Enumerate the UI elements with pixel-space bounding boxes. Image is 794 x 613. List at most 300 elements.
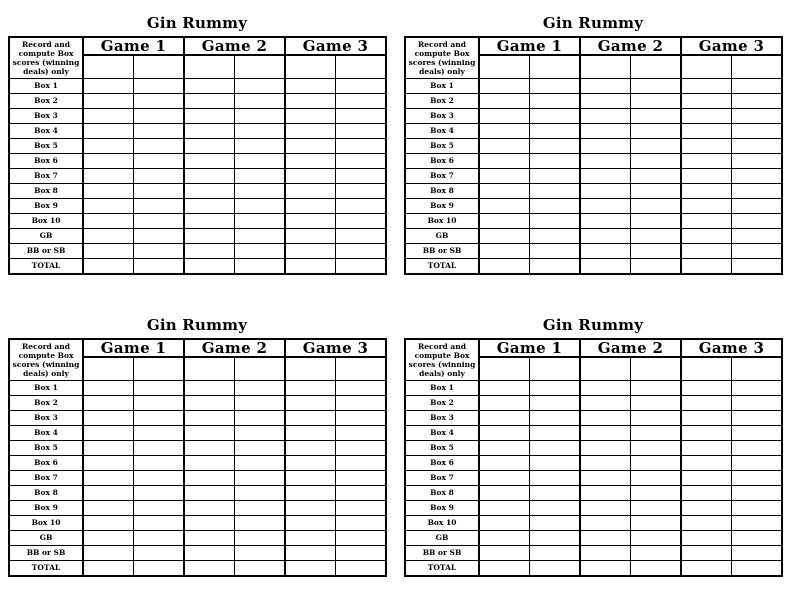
- score-cell[interactable]: [83, 94, 134, 109]
- score-cell[interactable]: [285, 411, 336, 426]
- score-cell[interactable]: [732, 486, 783, 501]
- score-cell[interactable]: [184, 471, 235, 486]
- score-cell[interactable]: [732, 426, 783, 441]
- score-cell[interactable]: [285, 426, 336, 441]
- score-cell[interactable]: [732, 531, 783, 546]
- player-name-cell[interactable]: [530, 357, 581, 381]
- score-cell[interactable]: [681, 411, 732, 426]
- score-cell[interactable]: [580, 229, 631, 244]
- score-cell[interactable]: [580, 456, 631, 471]
- score-cell[interactable]: [580, 244, 631, 259]
- score-cell[interactable]: [285, 214, 336, 229]
- score-cell[interactable]: [134, 229, 185, 244]
- score-cell[interactable]: [336, 441, 387, 456]
- score-cell[interactable]: [479, 94, 530, 109]
- score-cell[interactable]: [479, 411, 530, 426]
- score-cell[interactable]: [530, 169, 581, 184]
- score-cell[interactable]: [285, 79, 336, 94]
- score-cell[interactable]: [336, 411, 387, 426]
- player-name-cell[interactable]: [580, 55, 631, 79]
- score-cell[interactable]: [530, 396, 581, 411]
- score-cell[interactable]: [83, 396, 134, 411]
- score-cell[interactable]: [479, 561, 530, 577]
- score-cell[interactable]: [336, 561, 387, 577]
- score-cell[interactable]: [235, 244, 286, 259]
- score-cell[interactable]: [184, 79, 235, 94]
- score-cell[interactable]: [580, 516, 631, 531]
- score-cell[interactable]: [285, 124, 336, 139]
- score-cell[interactable]: [580, 169, 631, 184]
- score-cell[interactable]: [580, 94, 631, 109]
- score-cell[interactable]: [184, 441, 235, 456]
- score-cell[interactable]: [631, 214, 682, 229]
- score-cell[interactable]: [285, 531, 336, 546]
- score-cell[interactable]: [184, 94, 235, 109]
- score-cell[interactable]: [530, 456, 581, 471]
- score-cell[interactable]: [336, 229, 387, 244]
- score-cell[interactable]: [285, 396, 336, 411]
- score-cell[interactable]: [285, 199, 336, 214]
- score-cell[interactable]: [479, 396, 530, 411]
- score-cell[interactable]: [631, 501, 682, 516]
- score-cell[interactable]: [479, 531, 530, 546]
- player-name-cell[interactable]: [631, 357, 682, 381]
- score-cell[interactable]: [134, 109, 185, 124]
- score-cell[interactable]: [184, 199, 235, 214]
- score-cell[interactable]: [580, 426, 631, 441]
- score-cell[interactable]: [479, 516, 530, 531]
- score-cell[interactable]: [336, 124, 387, 139]
- player-name-cell[interactable]: [580, 357, 631, 381]
- score-cell[interactable]: [235, 154, 286, 169]
- score-cell[interactable]: [479, 456, 530, 471]
- score-cell[interactable]: [479, 471, 530, 486]
- score-cell[interactable]: [235, 516, 286, 531]
- score-cell[interactable]: [681, 531, 732, 546]
- score-cell[interactable]: [580, 184, 631, 199]
- score-cell[interactable]: [631, 486, 682, 501]
- score-cell[interactable]: [134, 169, 185, 184]
- score-cell[interactable]: [184, 229, 235, 244]
- score-cell[interactable]: [285, 456, 336, 471]
- score-cell[interactable]: [336, 109, 387, 124]
- score-cell[interactable]: [83, 471, 134, 486]
- score-cell[interactable]: [681, 441, 732, 456]
- score-cell[interactable]: [134, 214, 185, 229]
- score-cell[interactable]: [134, 199, 185, 214]
- score-cell[interactable]: [235, 546, 286, 561]
- score-cell[interactable]: [732, 199, 783, 214]
- score-cell[interactable]: [83, 184, 134, 199]
- score-cell[interactable]: [530, 184, 581, 199]
- score-cell[interactable]: [285, 441, 336, 456]
- player-name-cell[interactable]: [83, 55, 134, 79]
- score-cell[interactable]: [631, 411, 682, 426]
- score-cell[interactable]: [580, 79, 631, 94]
- player-name-cell[interactable]: [732, 357, 783, 381]
- score-cell[interactable]: [479, 501, 530, 516]
- score-cell[interactable]: [83, 516, 134, 531]
- score-cell[interactable]: [479, 139, 530, 154]
- score-cell[interactable]: [530, 154, 581, 169]
- score-cell[interactable]: [631, 396, 682, 411]
- score-cell[interactable]: [184, 546, 235, 561]
- score-cell[interactable]: [530, 561, 581, 577]
- player-name-cell[interactable]: [681, 55, 732, 79]
- score-cell[interactable]: [134, 244, 185, 259]
- player-name-cell[interactable]: [479, 357, 530, 381]
- score-cell[interactable]: [580, 471, 631, 486]
- score-cell[interactable]: [235, 501, 286, 516]
- score-cell[interactable]: [285, 471, 336, 486]
- score-cell[interactable]: [530, 214, 581, 229]
- score-cell[interactable]: [732, 139, 783, 154]
- score-cell[interactable]: [235, 124, 286, 139]
- score-cell[interactable]: [134, 501, 185, 516]
- score-cell[interactable]: [479, 109, 530, 124]
- score-cell[interactable]: [530, 259, 581, 275]
- score-cell[interactable]: [681, 184, 732, 199]
- score-cell[interactable]: [285, 184, 336, 199]
- score-cell[interactable]: [580, 441, 631, 456]
- score-cell[interactable]: [134, 456, 185, 471]
- score-cell[interactable]: [336, 501, 387, 516]
- score-cell[interactable]: [83, 229, 134, 244]
- score-cell[interactable]: [732, 169, 783, 184]
- score-cell[interactable]: [580, 154, 631, 169]
- score-cell[interactable]: [83, 199, 134, 214]
- score-cell[interactable]: [184, 381, 235, 396]
- score-cell[interactable]: [479, 124, 530, 139]
- score-cell[interactable]: [631, 124, 682, 139]
- score-cell[interactable]: [631, 456, 682, 471]
- score-cell[interactable]: [530, 546, 581, 561]
- score-cell[interactable]: [732, 109, 783, 124]
- score-cell[interactable]: [184, 109, 235, 124]
- score-cell[interactable]: [631, 259, 682, 275]
- score-cell[interactable]: [580, 381, 631, 396]
- score-cell[interactable]: [732, 259, 783, 275]
- score-cell[interactable]: [479, 426, 530, 441]
- score-cell[interactable]: [631, 561, 682, 577]
- score-cell[interactable]: [530, 501, 581, 516]
- score-cell[interactable]: [235, 396, 286, 411]
- score-cell[interactable]: [732, 456, 783, 471]
- score-cell[interactable]: [134, 426, 185, 441]
- score-cell[interactable]: [336, 546, 387, 561]
- score-cell[interactable]: [235, 229, 286, 244]
- score-cell[interactable]: [235, 381, 286, 396]
- score-cell[interactable]: [184, 184, 235, 199]
- score-cell[interactable]: [732, 154, 783, 169]
- score-cell[interactable]: [479, 244, 530, 259]
- score-cell[interactable]: [681, 154, 732, 169]
- score-cell[interactable]: [83, 441, 134, 456]
- score-cell[interactable]: [184, 516, 235, 531]
- score-cell[interactable]: [631, 109, 682, 124]
- score-cell[interactable]: [285, 516, 336, 531]
- score-cell[interactable]: [134, 486, 185, 501]
- player-name-cell[interactable]: [134, 357, 185, 381]
- score-cell[interactable]: [83, 501, 134, 516]
- score-cell[interactable]: [479, 546, 530, 561]
- score-cell[interactable]: [285, 244, 336, 259]
- score-cell[interactable]: [83, 456, 134, 471]
- score-cell[interactable]: [184, 124, 235, 139]
- score-cell[interactable]: [479, 169, 530, 184]
- score-cell[interactable]: [235, 561, 286, 577]
- score-cell[interactable]: [134, 259, 185, 275]
- player-name-cell[interactable]: [732, 55, 783, 79]
- score-cell[interactable]: [580, 199, 631, 214]
- score-cell[interactable]: [336, 531, 387, 546]
- score-cell[interactable]: [336, 486, 387, 501]
- player-name-cell[interactable]: [336, 357, 387, 381]
- score-cell[interactable]: [530, 109, 581, 124]
- score-cell[interactable]: [530, 531, 581, 546]
- score-cell[interactable]: [530, 244, 581, 259]
- score-cell[interactable]: [580, 531, 631, 546]
- score-cell[interactable]: [336, 471, 387, 486]
- score-cell[interactable]: [285, 561, 336, 577]
- score-cell[interactable]: [530, 426, 581, 441]
- score-cell[interactable]: [235, 214, 286, 229]
- score-cell[interactable]: [580, 259, 631, 275]
- score-cell[interactable]: [681, 396, 732, 411]
- score-cell[interactable]: [235, 184, 286, 199]
- score-cell[interactable]: [681, 426, 732, 441]
- score-cell[interactable]: [83, 259, 134, 275]
- score-cell[interactable]: [235, 411, 286, 426]
- score-cell[interactable]: [631, 546, 682, 561]
- score-cell[interactable]: [681, 169, 732, 184]
- score-cell[interactable]: [631, 169, 682, 184]
- score-cell[interactable]: [336, 199, 387, 214]
- score-cell[interactable]: [631, 154, 682, 169]
- player-name-cell[interactable]: [479, 55, 530, 79]
- score-cell[interactable]: [681, 381, 732, 396]
- score-cell[interactable]: [580, 561, 631, 577]
- score-cell[interactable]: [235, 456, 286, 471]
- score-cell[interactable]: [732, 381, 783, 396]
- score-cell[interactable]: [336, 184, 387, 199]
- score-cell[interactable]: [681, 456, 732, 471]
- score-cell[interactable]: [134, 441, 185, 456]
- score-cell[interactable]: [336, 79, 387, 94]
- score-cell[interactable]: [285, 139, 336, 154]
- score-cell[interactable]: [184, 396, 235, 411]
- score-cell[interactable]: [83, 546, 134, 561]
- score-cell[interactable]: [83, 124, 134, 139]
- score-cell[interactable]: [479, 381, 530, 396]
- player-name-cell[interactable]: [336, 55, 387, 79]
- score-cell[interactable]: [479, 199, 530, 214]
- score-cell[interactable]: [184, 411, 235, 426]
- score-cell[interactable]: [681, 561, 732, 577]
- score-cell[interactable]: [631, 426, 682, 441]
- score-cell[interactable]: [134, 154, 185, 169]
- score-cell[interactable]: [134, 396, 185, 411]
- score-cell[interactable]: [681, 259, 732, 275]
- score-cell[interactable]: [732, 214, 783, 229]
- score-cell[interactable]: [336, 456, 387, 471]
- score-cell[interactable]: [681, 199, 732, 214]
- score-cell[interactable]: [631, 229, 682, 244]
- score-cell[interactable]: [732, 229, 783, 244]
- score-cell[interactable]: [336, 214, 387, 229]
- score-cell[interactable]: [681, 229, 732, 244]
- score-cell[interactable]: [336, 154, 387, 169]
- score-cell[interactable]: [235, 109, 286, 124]
- score-cell[interactable]: [479, 486, 530, 501]
- score-cell[interactable]: [134, 411, 185, 426]
- score-cell[interactable]: [235, 531, 286, 546]
- score-cell[interactable]: [732, 396, 783, 411]
- score-cell[interactable]: [580, 411, 631, 426]
- score-cell[interactable]: [681, 94, 732, 109]
- score-cell[interactable]: [184, 501, 235, 516]
- score-cell[interactable]: [530, 516, 581, 531]
- score-cell[interactable]: [732, 79, 783, 94]
- score-cell[interactable]: [530, 486, 581, 501]
- score-cell[interactable]: [83, 244, 134, 259]
- score-cell[interactable]: [285, 109, 336, 124]
- score-cell[interactable]: [530, 411, 581, 426]
- score-cell[interactable]: [681, 214, 732, 229]
- score-cell[interactable]: [83, 531, 134, 546]
- score-cell[interactable]: [285, 229, 336, 244]
- score-cell[interactable]: [235, 199, 286, 214]
- score-cell[interactable]: [631, 184, 682, 199]
- score-cell[interactable]: [631, 139, 682, 154]
- score-cell[interactable]: [681, 109, 732, 124]
- score-cell[interactable]: [681, 486, 732, 501]
- player-name-cell[interactable]: [83, 357, 134, 381]
- score-cell[interactable]: [631, 516, 682, 531]
- player-name-cell[interactable]: [530, 55, 581, 79]
- score-cell[interactable]: [530, 199, 581, 214]
- score-cell[interactable]: [732, 546, 783, 561]
- score-cell[interactable]: [631, 94, 682, 109]
- score-cell[interactable]: [184, 154, 235, 169]
- score-cell[interactable]: [134, 381, 185, 396]
- score-cell[interactable]: [732, 124, 783, 139]
- score-cell[interactable]: [530, 471, 581, 486]
- score-cell[interactable]: [530, 139, 581, 154]
- score-cell[interactable]: [631, 381, 682, 396]
- score-cell[interactable]: [235, 79, 286, 94]
- score-cell[interactable]: [631, 199, 682, 214]
- score-cell[interactable]: [631, 441, 682, 456]
- score-cell[interactable]: [479, 184, 530, 199]
- score-cell[interactable]: [134, 184, 185, 199]
- score-cell[interactable]: [83, 486, 134, 501]
- score-cell[interactable]: [336, 139, 387, 154]
- score-cell[interactable]: [184, 139, 235, 154]
- score-cell[interactable]: [732, 471, 783, 486]
- score-cell[interactable]: [732, 94, 783, 109]
- score-cell[interactable]: [134, 561, 185, 577]
- score-cell[interactable]: [134, 546, 185, 561]
- player-name-cell[interactable]: [134, 55, 185, 79]
- score-cell[interactable]: [184, 486, 235, 501]
- score-cell[interactable]: [235, 94, 286, 109]
- score-cell[interactable]: [83, 169, 134, 184]
- score-cell[interactable]: [134, 531, 185, 546]
- score-cell[interactable]: [285, 486, 336, 501]
- player-name-cell[interactable]: [285, 55, 336, 79]
- score-cell[interactable]: [580, 124, 631, 139]
- score-cell[interactable]: [530, 229, 581, 244]
- score-cell[interactable]: [479, 259, 530, 275]
- score-cell[interactable]: [134, 139, 185, 154]
- score-cell[interactable]: [681, 124, 732, 139]
- score-cell[interactable]: [681, 516, 732, 531]
- score-cell[interactable]: [83, 561, 134, 577]
- score-cell[interactable]: [530, 381, 581, 396]
- score-cell[interactable]: [580, 546, 631, 561]
- score-cell[interactable]: [336, 426, 387, 441]
- score-cell[interactable]: [732, 501, 783, 516]
- score-cell[interactable]: [681, 79, 732, 94]
- score-cell[interactable]: [336, 244, 387, 259]
- score-cell[interactable]: [83, 214, 134, 229]
- score-cell[interactable]: [631, 79, 682, 94]
- player-name-cell[interactable]: [235, 55, 286, 79]
- score-cell[interactable]: [134, 124, 185, 139]
- score-cell[interactable]: [336, 94, 387, 109]
- score-cell[interactable]: [732, 184, 783, 199]
- score-cell[interactable]: [134, 94, 185, 109]
- score-cell[interactable]: [681, 139, 732, 154]
- score-cell[interactable]: [285, 94, 336, 109]
- score-cell[interactable]: [336, 396, 387, 411]
- score-cell[interactable]: [479, 154, 530, 169]
- score-cell[interactable]: [479, 79, 530, 94]
- score-cell[interactable]: [235, 426, 286, 441]
- score-cell[interactable]: [285, 259, 336, 275]
- score-cell[interactable]: [530, 79, 581, 94]
- score-cell[interactable]: [732, 244, 783, 259]
- score-cell[interactable]: [184, 531, 235, 546]
- score-cell[interactable]: [184, 456, 235, 471]
- score-cell[interactable]: [235, 471, 286, 486]
- score-cell[interactable]: [479, 214, 530, 229]
- score-cell[interactable]: [336, 516, 387, 531]
- score-cell[interactable]: [83, 426, 134, 441]
- score-cell[interactable]: [285, 154, 336, 169]
- score-cell[interactable]: [184, 259, 235, 275]
- score-cell[interactable]: [285, 501, 336, 516]
- score-cell[interactable]: [631, 244, 682, 259]
- score-cell[interactable]: [681, 471, 732, 486]
- score-cell[interactable]: [530, 124, 581, 139]
- score-cell[interactable]: [732, 411, 783, 426]
- score-cell[interactable]: [184, 244, 235, 259]
- score-cell[interactable]: [134, 471, 185, 486]
- score-cell[interactable]: [479, 441, 530, 456]
- score-cell[interactable]: [184, 561, 235, 577]
- player-name-cell[interactable]: [184, 357, 235, 381]
- score-cell[interactable]: [235, 169, 286, 184]
- score-cell[interactable]: [235, 139, 286, 154]
- score-cell[interactable]: [83, 109, 134, 124]
- score-cell[interactable]: [479, 229, 530, 244]
- score-cell[interactable]: [580, 501, 631, 516]
- score-cell[interactable]: [732, 561, 783, 577]
- score-cell[interactable]: [235, 259, 286, 275]
- score-cell[interactable]: [134, 79, 185, 94]
